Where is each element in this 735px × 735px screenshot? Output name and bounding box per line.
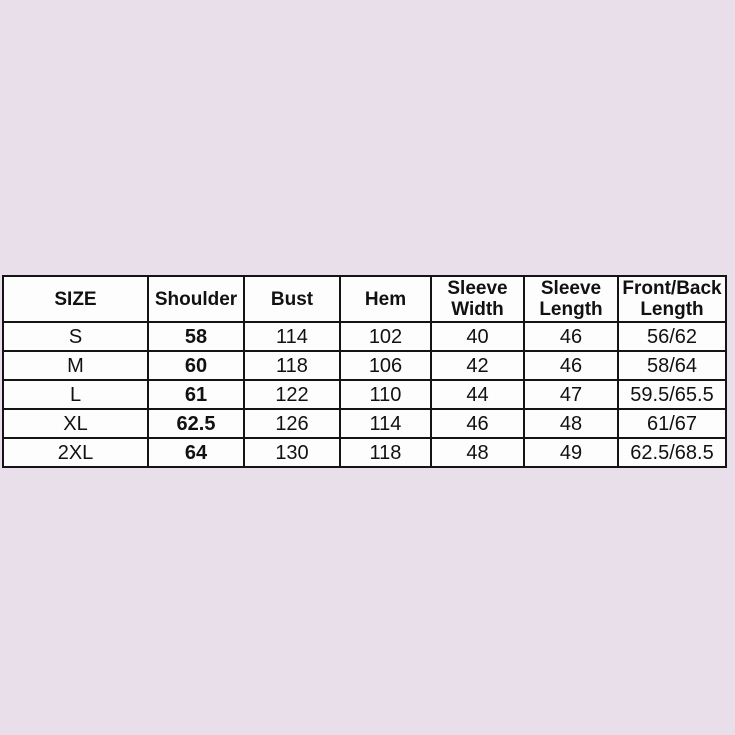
cell-size: XL xyxy=(3,409,148,438)
cell-shoulder: 60 xyxy=(148,351,244,380)
column-header-size: SIZE xyxy=(3,276,148,322)
header-row xyxy=(3,276,726,322)
cell-bust: 114 xyxy=(244,322,340,351)
column-header-sleeve-length: Sleeve Length xyxy=(524,276,618,322)
cell-front-back-length: 62.5/68.5 xyxy=(618,438,726,467)
cell-sleeve-width: 42 xyxy=(431,351,524,380)
cell-size: M xyxy=(3,351,148,380)
size-chart-table xyxy=(2,275,727,468)
cell-front-back-length: 56/62 xyxy=(618,322,726,351)
cell-sleeve-length: 49 xyxy=(524,438,618,467)
cell-hem: 110 xyxy=(340,380,431,409)
table-row-s xyxy=(3,322,726,351)
column-header-hem: Hem xyxy=(340,276,431,322)
cell-front-back-length: 61/67 xyxy=(618,409,726,438)
cell-sleeve-width: 44 xyxy=(431,380,524,409)
cell-shoulder: 61 xyxy=(148,380,244,409)
cell-bust: 126 xyxy=(244,409,340,438)
column-header-sleeve-width: Sleeve Width xyxy=(431,276,524,322)
cell-sleeve-width: 40 xyxy=(431,322,524,351)
column-header-bust: Bust xyxy=(244,276,340,322)
cell-shoulder: 58 xyxy=(148,322,244,351)
table-row-xl xyxy=(3,409,726,438)
column-header-front-back-length: Front/Back Length xyxy=(618,276,726,322)
cell-sleeve-width: 48 xyxy=(431,438,524,467)
cell-hem: 114 xyxy=(340,409,431,438)
cell-bust: 122 xyxy=(244,380,340,409)
cell-sleeve-length: 48 xyxy=(524,409,618,438)
cell-hem: 118 xyxy=(340,438,431,467)
column-header-shoulder: Shoulder xyxy=(148,276,244,322)
table-row-m xyxy=(3,351,726,380)
cell-shoulder: 62.5 xyxy=(148,409,244,438)
cell-shoulder: 64 xyxy=(148,438,244,467)
cell-sleeve-length: 47 xyxy=(524,380,618,409)
table-row-2xl xyxy=(3,438,726,467)
cell-hem: 106 xyxy=(340,351,431,380)
cell-front-back-length: 59.5/65.5 xyxy=(618,380,726,409)
cell-size: 2XL xyxy=(3,438,148,467)
cell-sleeve-length: 46 xyxy=(524,322,618,351)
table-row-l xyxy=(3,380,726,409)
cell-size: L xyxy=(3,380,148,409)
cell-bust: 118 xyxy=(244,351,340,380)
cell-bust: 130 xyxy=(244,438,340,467)
cell-sleeve-width: 46 xyxy=(431,409,524,438)
cell-sleeve-length: 46 xyxy=(524,351,618,380)
cell-size: S xyxy=(3,322,148,351)
cell-hem: 102 xyxy=(340,322,431,351)
cell-front-back-length: 58/64 xyxy=(618,351,726,380)
